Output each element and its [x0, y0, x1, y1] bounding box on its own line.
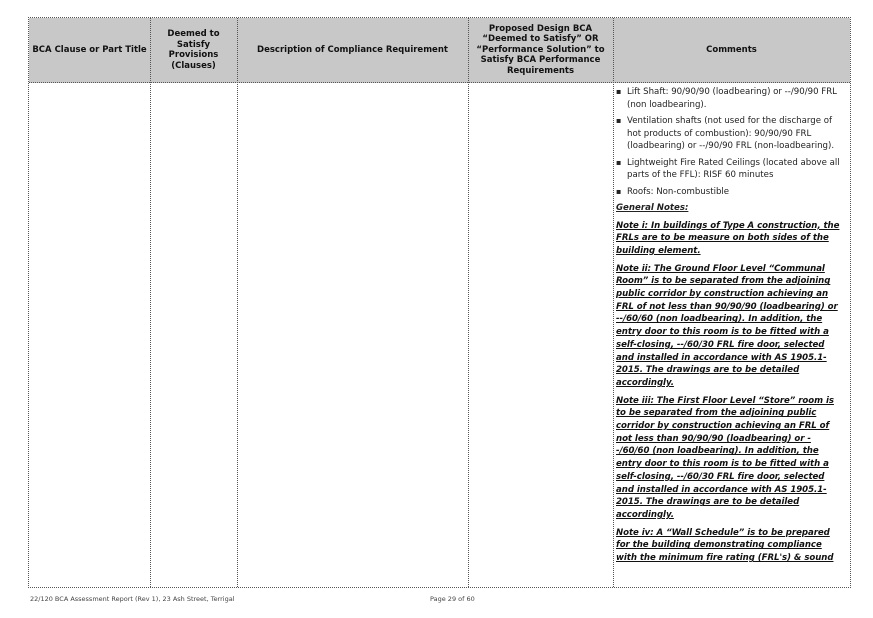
list-item: ▪ Lightweight Fire Rated Ceilings (located above all parts of the FFL): RISF 60 minutes — [616, 157, 840, 180]
note-iv: Note iv: A “Wall Schedule” is to be prepared for the building demonstrating compliance with the minimum fire rating (FRL's) & sound — [616, 527, 834, 564]
column-divider — [150, 18, 151, 587]
bullet-icon: ▪ — [616, 87, 622, 96]
footer-page-number: Page 29 of 60 — [430, 595, 475, 603]
header-proposed-design: Proposed Design BCA “Deemed to Satisfy” OR “Performance Solution” to Satisfy BCA Performance Requirements — [476, 23, 605, 76]
note-ii: Note ii: The Ground Floor Level “Communal Room” is to be separated from the adjoining public corridor by construction achieving an FRL of not less than 90/90/90 (loadbearing) or --/60/60 (non loadbearing). In addition, the entry door to this room is to be fitted with a self-closing, --/60/30 FRL fire door, selected and installed in accordance with AS 1905.1-2015. The drawings are to be detailed accordingly. — [616, 263, 838, 388]
comments-cell — [616, 86, 844, 570]
note-iii: Note iii: The First Floor Level “Store” room is to be separated from the adjoining public corridor by construction achieving an FRL of not less than 90/90/90 (loadbearing) or --/60/60 (non loadbearing). In addition, the entry door to this room is to be fitted with a self-closing, --/60/30 FRL fire door, selected and installed in accordance with AS 1905.1-2015. The drawings are to be detailed accordingly. — [616, 395, 834, 520]
footer-report-title: 22/120 BCA Assessment Report (Rev 1), 23 Ash Street, Terrigal — [30, 595, 235, 603]
list-item: ▪ Ventilation shafts (not used for the discharge of hot products of combustion): 90/90/90 FRL (loadbearing) or --/90/90 FRL (non-loadbearing). — [616, 116, 835, 151]
bullet-icon: ▪ — [616, 157, 622, 167]
column-divider — [613, 18, 614, 587]
list-item: ▪ Roofs: Non-combustible — [616, 186, 730, 197]
note-i: Note i: In buildings of Type A construction, the FRLs are to be measure on both sides of the building element. — [616, 220, 840, 256]
compliance-table — [28, 17, 851, 588]
header-comments: Comments — [706, 44, 757, 55]
bullet-icon: ▪ — [616, 186, 622, 196]
column-divider — [468, 18, 469, 587]
header-description: Description of Compliance Requirement — [257, 44, 448, 55]
list-item: ▪ Lift Shaft: 90/90/90 (loadbearing) or --/90/90 FRL (non loadbearing). — [616, 87, 837, 110]
bullet-icon: ▪ — [616, 116, 622, 125]
column-divider — [237, 18, 238, 587]
table-header-row — [29, 18, 850, 83]
frl-bullet-list — [616, 86, 844, 198]
header-deemed-to-satisfy: Deemed to Satisfy Provisions (Clauses) — [167, 29, 220, 71]
header-bca-clause: BCA Clause or Part Title — [32, 44, 147, 55]
general-notes-heading: General Notes: — [616, 203, 689, 213]
